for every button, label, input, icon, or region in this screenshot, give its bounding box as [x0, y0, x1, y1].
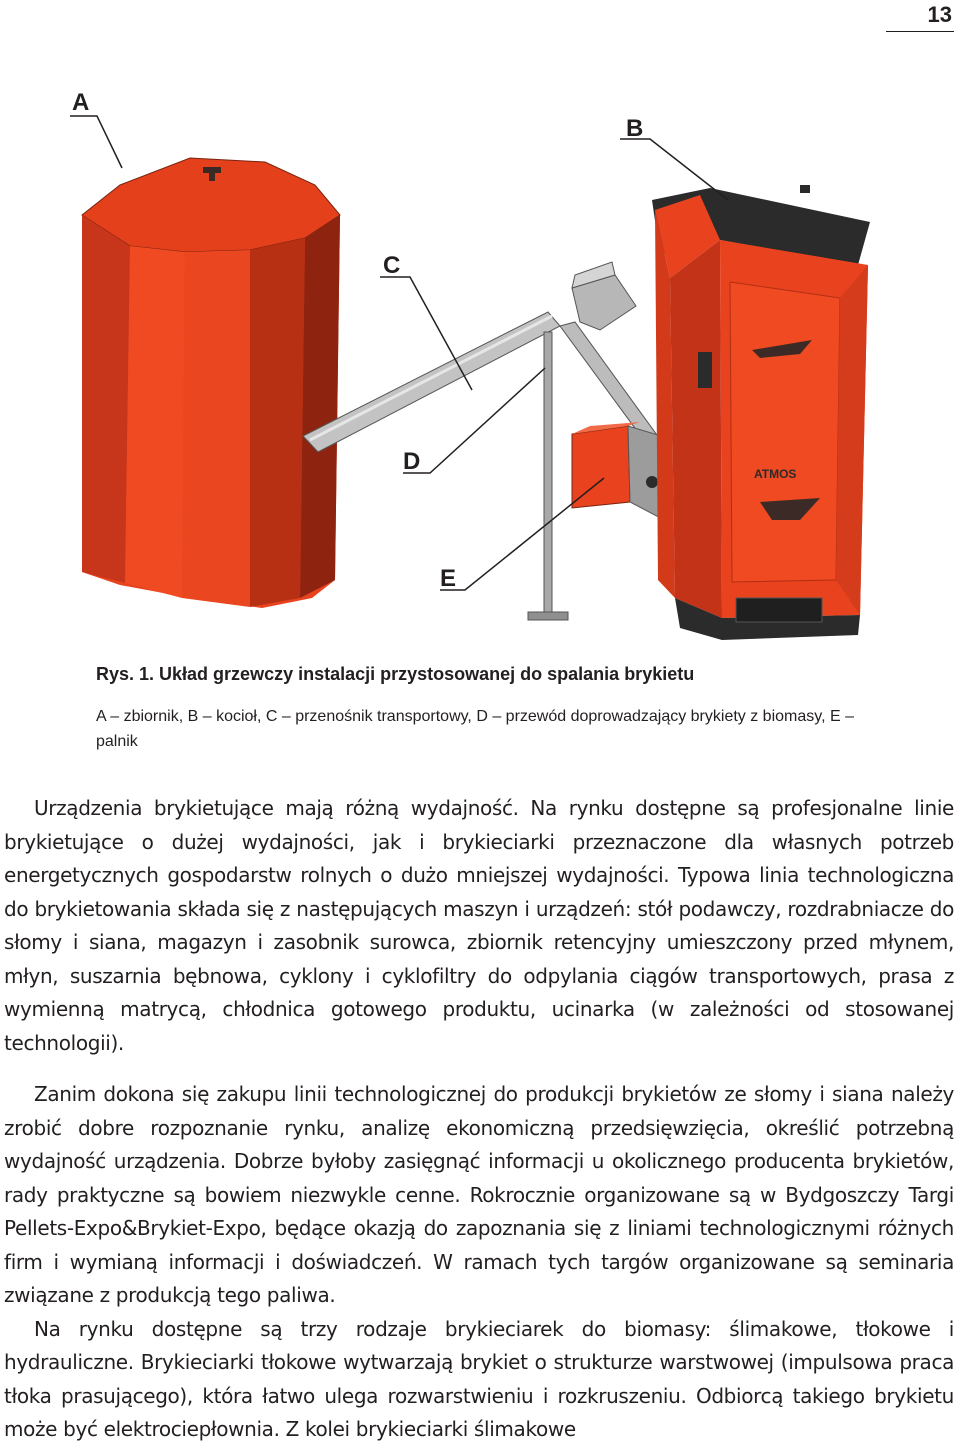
body-text-block-1: [4, 792, 954, 1060]
paragraph: Na rynku dostępne są trzy rodzaje brykieciarek do biomasy: ślimakowe, tłokowe i hydrauliczne. Brykieciarki tłokowe wytwarzają brykiet o strukturze warstwowej (impulsowa praca tłoka prasującego), która łatwo ulega rozwarstwieniu i rozkruszeniu. Odbiorcą takiego brykietu może być elektrociepłownia. Z kolei brykieciarki ślimakowe: [4, 1316, 954, 1441]
figure-caption-legend: A – zbiornik, B – kocioł, C – przenośnik transportowy, D – przewód doprowadzający brykiety z biomasy, E – palnik: [96, 708, 854, 750]
label-e: E: [440, 565, 457, 592]
label-c: C: [383, 252, 401, 279]
tank-a: [82, 158, 340, 608]
figure-caption-title: Rys. 1. Układ grzewczy instalacji przystosowanej do spalania brykietu: [96, 664, 695, 684]
paragraph: Zanim dokona się zakupu linii technologicznej do produkcji brykietów ze słomy i siana należy zrobić dobre rozpoznanie rynku, analizę ekonomiczną przedsięwzięcia, określić potrzebną wydajność urządzenia. Dobrze byłoby zasięgnąć informacji u okolicznego producenta brykietów, rady praktyczne są bowiem niezwykle cenne. Rokrocznie organizowane są w Bydgoszczy Targi Pellets-Expo&Brykiet-Expo, będące okazją do zapoznania się z liniami technologicznymi różnych firm i wymianą informacji i doświadczeń. W ramach tych targów organizowane są seminaria związane z produkcją tego paliwa.: [4, 1082, 954, 1307]
page-number: 13: [927, 2, 952, 27]
label-d: D: [403, 448, 421, 475]
paragraph: Urządzenia brykietujące mają różną wydajność. Na rynku dostępne są profesjonalne linie brykietujące o dużej wydajności, jak i brykieciarki przeznaczone dla własnych potrzeb energetycznych gospodarstw rolnych o dużo mniejszej wydajności. Typowa linia technologiczna do brykietowania składa się z następujących maszyn i urządzeń: stół podawczy, rozdrabniacze do słomy i siana, magazyn i zasobnik surowca, zbiornik retencyjny umieszczony przed młynem, młyn, suszarnia bębnowa, cyklony i cyklofiltry do odpylania ciągów transportowych, prasa z wymienną matrycą, chłodnica gotowego produktu, ucinarka (w zależności od stosowanej technologii).: [4, 796, 954, 1055]
boiler-brand: ATMOS: [754, 467, 797, 481]
label-a: A: [72, 89, 90, 116]
heating-system-illustration: [0, 50, 960, 650]
boiler-b: [652, 185, 870, 640]
body-text-block-2: [4, 1078, 954, 1447]
page-number-rule: [886, 31, 954, 32]
label-b: B: [626, 115, 644, 142]
